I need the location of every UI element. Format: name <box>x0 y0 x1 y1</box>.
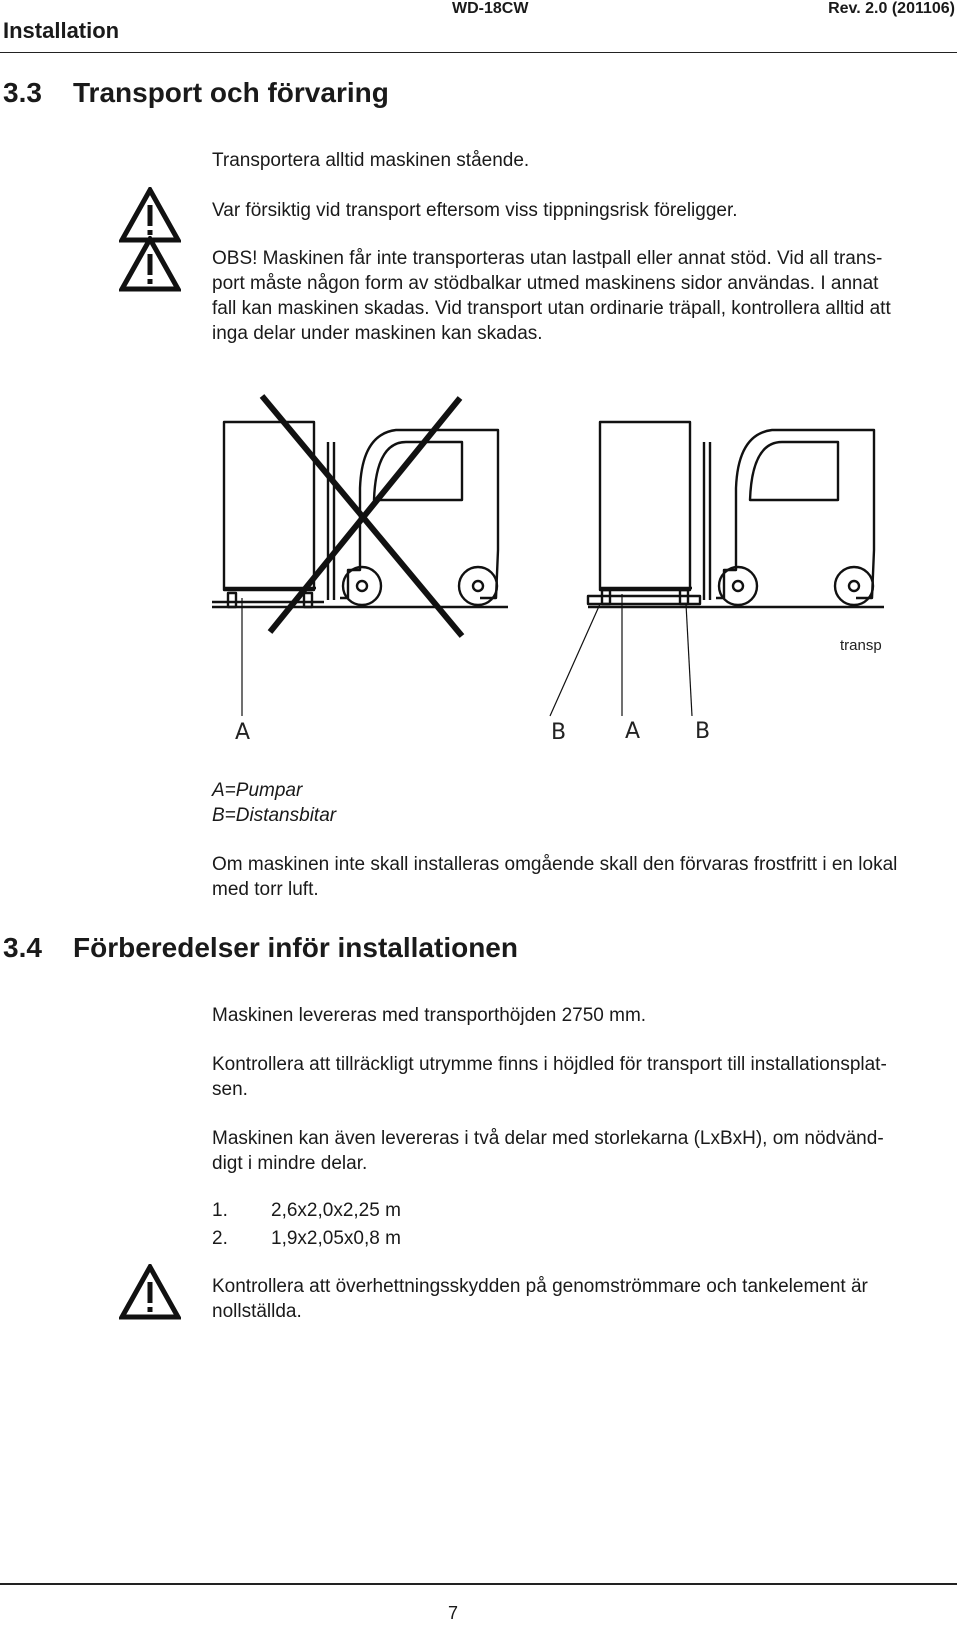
header-divider <box>0 52 957 53</box>
section-3-3-heading <box>3 77 389 109</box>
section-title: Transport och förvaring <box>73 77 389 108</box>
figure-label-b: B <box>695 719 711 744</box>
support-beams <box>588 596 700 604</box>
section-title: Förberedelser inför installationen <box>73 932 518 963</box>
paragraph: Kontrollera att överhettningsskydden på genomströmmare och tankelement är nollställda. <box>212 1276 868 1322</box>
section-number: 3.4 <box>3 932 42 963</box>
list-item: 2. 1,9x2,05x0,8 m <box>212 1228 401 1249</box>
forklift-wheel <box>835 567 873 605</box>
warning-icon <box>119 187 181 243</box>
figure-tag: transp <box>840 637 882 654</box>
warning-icon <box>119 236 181 292</box>
forklift-window <box>750 442 838 500</box>
machine-cabinet <box>600 422 690 590</box>
forklift-body <box>716 430 874 598</box>
paragraph: Var försiktig vid transport eftersom viss tippningsrisk föreligger. <box>212 200 738 221</box>
paragraph: OBS! Maskinen får inte transporteras utan lastpall eller annat stöd. Vid all trans- port måste någon form av stödbalkar utmed maskinens sidor användas. I annat fall kan maskinen skadas. Vid transport utan ordinarie träpall, kontrollera alltid att inga delar under maskinen kan skadas. <box>212 248 891 344</box>
figure-label-b: B <box>551 720 567 745</box>
legend-b: B=Distansbitar <box>212 805 337 826</box>
legend-a: A=Pumpar <box>212 780 303 801</box>
list-item: 1. 2,6x2,0x2,25 m <box>212 1200 401 1221</box>
section-number: 3.3 <box>3 77 42 108</box>
warning-icon <box>119 1264 181 1320</box>
paragraph: Kontrollera att tillräckligt utrymme finns i höjdled för transport till installationsplat- sen. <box>212 1054 887 1100</box>
header-revision: Rev. 2.0 (201106) <box>828 0 955 17</box>
header-model: WD-18CW <box>452 0 529 17</box>
forklift-wheel <box>459 567 497 605</box>
figure-label-a: A <box>625 719 641 744</box>
section-3-4-heading <box>3 932 518 964</box>
paragraph: Om maskinen inte skall installeras omgående skall den förvaras frostfritt i en lokal med torr luft. <box>212 854 898 900</box>
figure-label-a: A <box>235 720 251 745</box>
page-number: 7 <box>448 1603 459 1623</box>
header-section: Installation <box>3 18 120 43</box>
paragraph: Maskinen kan även levereras i två delar med storlekarna (LxBxH), om nödvänd- digt i mindre delar. <box>212 1128 884 1174</box>
machine-cabinet <box>224 422 314 590</box>
paragraph: Maskinen levereras med transporthöjden 2750 mm. <box>212 1005 647 1026</box>
footer-divider <box>0 1583 957 1585</box>
paragraph: Transportera alltid maskinen stående. <box>212 150 530 171</box>
transport-figure <box>200 390 900 760</box>
